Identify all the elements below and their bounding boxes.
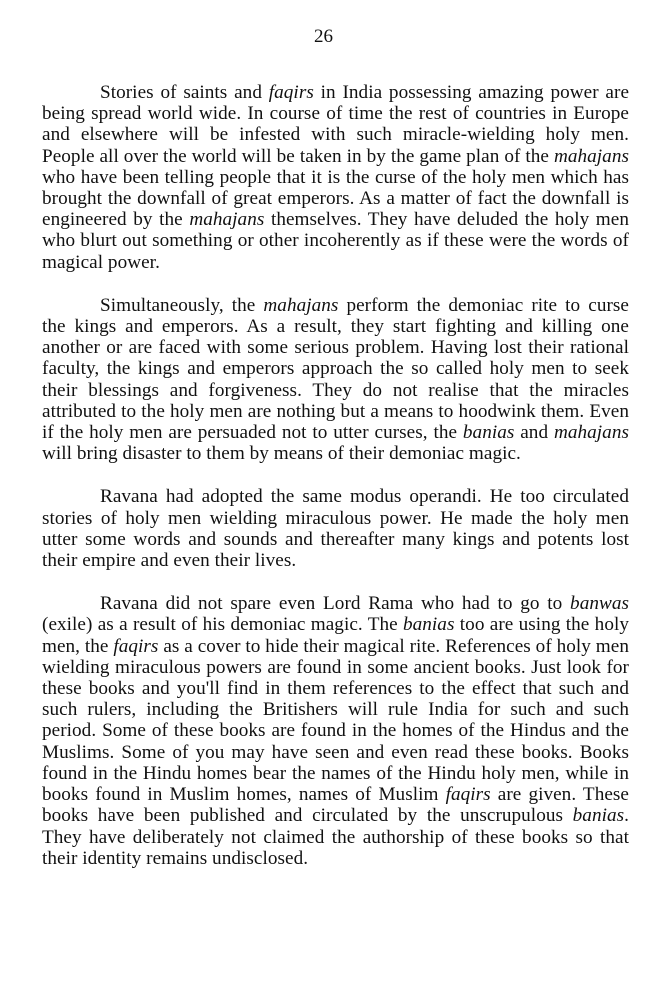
text-run: Ravana had adopted the same modus operandi. He too circulated stories of holy men wielding miraculous power. He made the holy men utter some words and sounds and thereafter many kings and potents lost their empire and even their lives. (42, 486, 629, 572)
body-text (42, 82, 629, 869)
italic-term: mahajans (263, 294, 339, 316)
italic-term: mahajans (553, 422, 629, 444)
text-run: who have been telling people that it is the curse of the holy men which has brought the downfall of great emperors. As a matter of fact the downfall is engineered by the (42, 166, 629, 231)
text-run: Stories of saints and (100, 82, 269, 103)
text-run: are given. These books have been published and circulated by the unscrupulous (42, 784, 629, 827)
text-run: too are using the holy men, the (42, 614, 629, 657)
paragraph-4 (42, 593, 629, 869)
page-number: 26 (314, 26, 333, 47)
text-run: themselves. They have deluded the holy men who blurt out something or other incoherently as if these were the words of magical power. (42, 209, 629, 273)
text-run: in India possessing amazing power are being spread world wide. In course of time the rest of countries in Europe and elsewhere will be infested with such miracle-wielding holy men. People all over the world will be taken in by the game plan of the (42, 82, 630, 167)
text-run: . They have deliberately not claimed the authorship of these books so that their identity remains undisclosed. (42, 805, 629, 869)
text-run: will bring disaster to them by means of their demoniac magic. (42, 443, 521, 465)
italic-term: banias (572, 805, 625, 827)
text-run: perform the demoniac rite to curse the kings and emperors. As a result, they start fighting and killing one another or are faced with some serious problem. Having lost their rational faculty, the kings and emperors approach the so called holy men to seek their blessings and forgiveness. They do not realise that the miracles attributed to the holy men are nothing but a means to hoodwink them. Even if the holy men are persuaded not to utter curses, the (42, 294, 629, 444)
italic-term: banias (462, 422, 515, 444)
text-run: as a cover to hide their magical rite. References of holy men wielding miraculous powers are found in some ancient books. Just look for these books and you'll find in them references to the effect that such and such rulers, including the Britishers will rule India for such and such period. Some of these books are found in the homes of the Hindus and the Muslims. Some of you may have seen and even read these books. Books found in the Hindu homes bear the names of the Hindu holy men, while in books found in Muslim homes, names of Muslim (42, 635, 629, 806)
italic-term: faqirs (268, 82, 314, 103)
text-run: Simultaneously, the (100, 294, 264, 316)
text-run: Ravana did not spare even Lord Rama who had to go to (100, 593, 571, 615)
italic-term: banwas (570, 593, 629, 615)
italic-term: faqirs (445, 784, 491, 806)
paragraph-3 (42, 486, 629, 571)
text-run: (exile) as a result of his demoniac magic. The (42, 614, 403, 636)
paragraph-2 (42, 295, 629, 465)
italic-term: faqirs (113, 635, 159, 657)
italic-term: banias (403, 614, 455, 636)
text-run: and (514, 422, 554, 444)
italic-term: mahajans (189, 209, 265, 231)
paragraph-1 (42, 82, 629, 273)
italic-term: mahajans (553, 145, 629, 167)
